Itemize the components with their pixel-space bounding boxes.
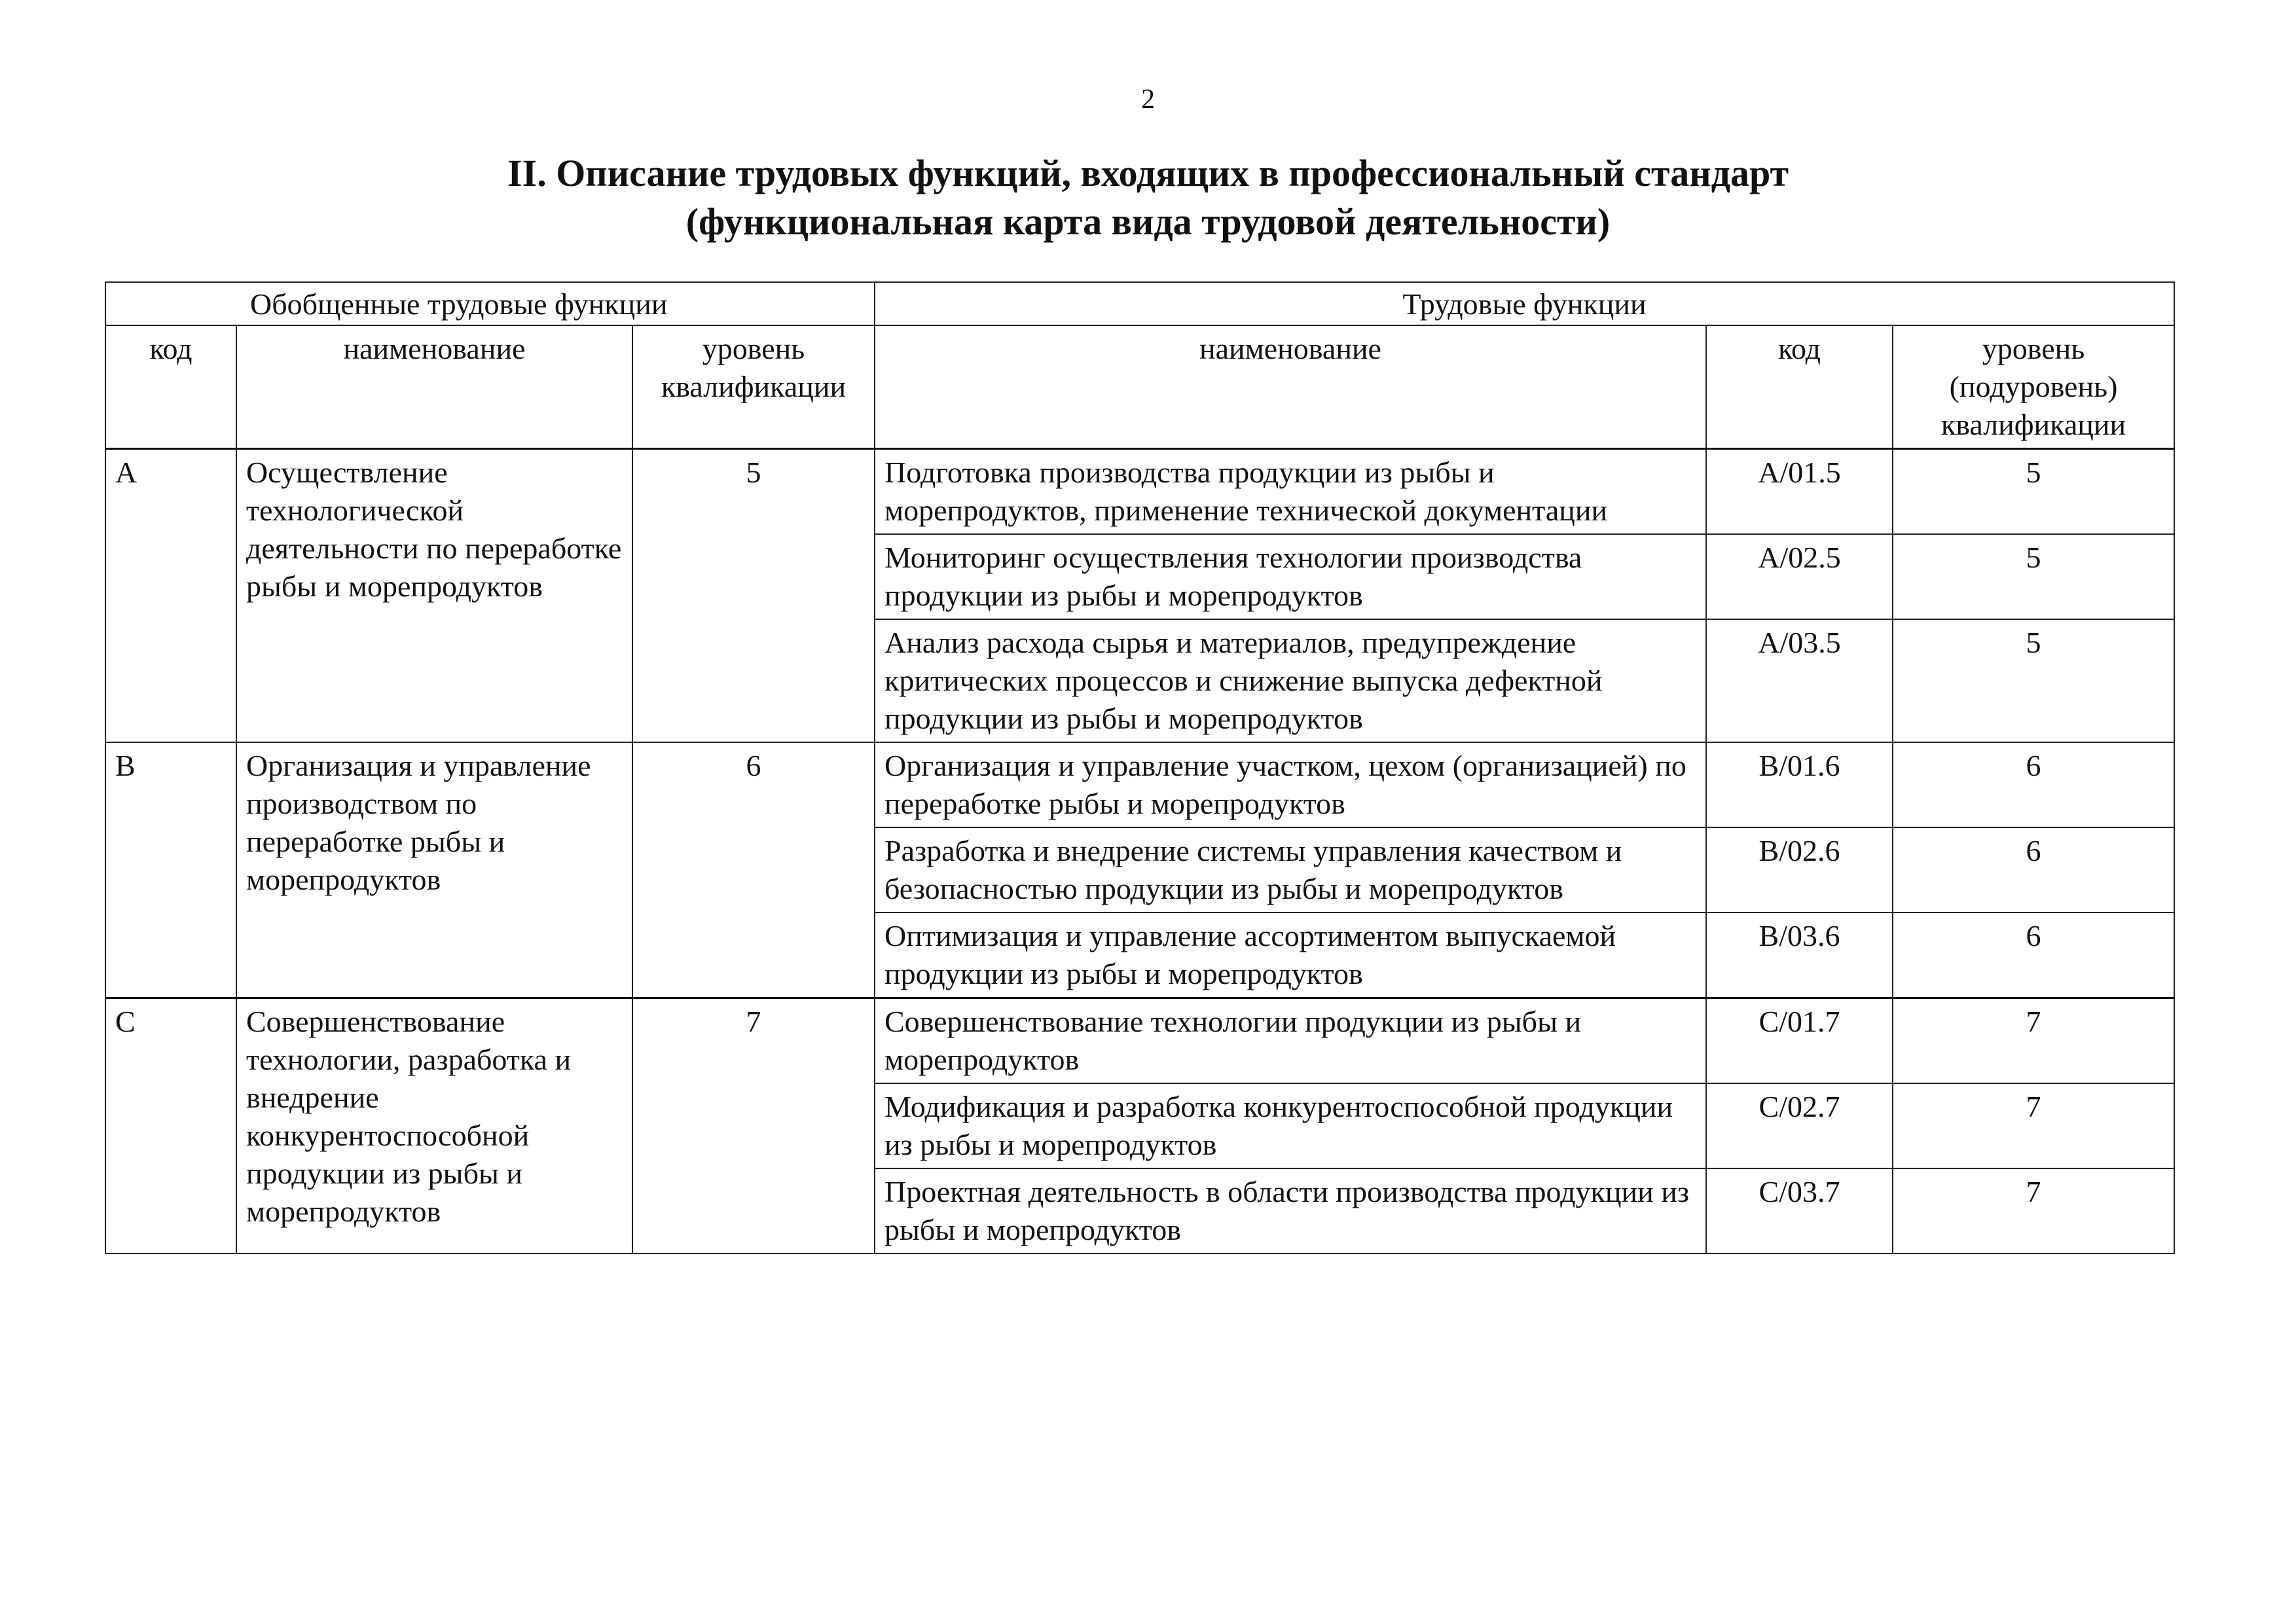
col-header-level: уровень квалификации: [632, 325, 875, 449]
labor-function-level: 6: [1893, 912, 2174, 998]
labor-function-level: 7: [1893, 1083, 2174, 1168]
labor-function-level: 7: [1893, 998, 2174, 1084]
generalized-function-name: Организация и управление производством по переработке рыбы и морепродуктов: [236, 742, 632, 998]
labor-function-level: 6: [1893, 827, 2174, 912]
generalized-functions-header: Обобщенные трудовые функции: [105, 282, 875, 325]
labor-function-level: 5: [1893, 619, 2174, 742]
title-line-1: II. Описание трудовых функций, входящих в профессиональный стандарт: [507, 152, 1789, 194]
col-header-tf-level: уровень (подуровень) квалификации: [1893, 325, 2174, 449]
labor-function-code: B/03.6: [1706, 912, 1893, 998]
labor-function-code: C/01.7: [1706, 998, 1893, 1084]
generalized-function-code: A: [105, 449, 236, 743]
labor-function-level: 5: [1893, 449, 2174, 535]
labor-function-name: Анализ расхода сырья и материалов, предупреждение критических процессов и снижение выпуска дефектной продукции из рыбы и морепродуктов: [875, 619, 1706, 742]
labor-function-level: 5: [1893, 534, 2174, 619]
col-header-tf-name: наименование: [875, 325, 1706, 449]
title-line-2: (функциональная карта вида трудовой деятельности): [685, 200, 1611, 243]
labor-function-name: Совершенствование технологии продукции из рыбы и морепродуктов: [875, 998, 1706, 1084]
col-header-name: наименование: [236, 325, 632, 449]
generalized-function-name: Совершенствование технологии, разработка и внедрение конкурентоспособной продукции из рыбы и морепродуктов: [236, 998, 632, 1254]
page-title: [0, 149, 2296, 246]
labor-function-name: Модификация и разработка конкурентоспособной продукции из рыбы и морепродуктов: [875, 1083, 1706, 1168]
table-row: [105, 998, 2174, 1084]
labor-function-name: Проектная деятельность в области производства продукции из рыбы и морепродуктов: [875, 1168, 1706, 1254]
labor-function-code: A/02.5: [1706, 534, 1893, 619]
col-header-code: код: [105, 325, 236, 449]
column-header-row: [105, 325, 2174, 449]
labor-function-code: C/03.7: [1706, 1168, 1893, 1254]
labor-function-name: Мониторинг осуществления технологии производства продукции из рыбы и морепродуктов: [875, 534, 1706, 619]
labor-functions-header: Трудовые функции: [875, 282, 2174, 325]
table-row: [105, 449, 2174, 535]
generalized-function-level: 5: [632, 449, 875, 743]
group-header-row: [105, 282, 2174, 325]
labor-function-code: B/02.6: [1706, 827, 1893, 912]
table-row: [105, 742, 2174, 827]
labor-function-name: Организация и управление участком, цехом (организацией) по переработке рыбы и морепродуктов: [875, 742, 1706, 827]
labor-function-name: Подготовка производства продукции из рыбы и морепродуктов, применение технической документации: [875, 449, 1706, 535]
generalized-function-name: Осуществление технологической деятельности по переработке рыбы и морепродуктов: [236, 449, 632, 743]
functional-map-table: [105, 281, 2175, 1254]
generalized-function-level: 6: [632, 742, 875, 998]
labor-function-level: 7: [1893, 1168, 2174, 1254]
generalized-function-code: B: [105, 742, 236, 998]
labor-function-name: Разработка и внедрение системы управления качеством и безопасностью продукции из рыбы и морепродуктов: [875, 827, 1706, 912]
page-number: 2: [1141, 84, 1155, 115]
col-header-tf-code: код: [1706, 325, 1893, 449]
labor-function-code: C/02.7: [1706, 1083, 1893, 1168]
generalized-function-level: 7: [632, 998, 875, 1254]
generalized-function-code: C: [105, 998, 236, 1254]
labor-function-level: 6: [1893, 742, 2174, 827]
labor-function-code: B/01.6: [1706, 742, 1893, 827]
labor-function-name: Оптимизация и управление ассортиментом выпускаемой продукции из рыбы и морепродуктов: [875, 912, 1706, 998]
labor-function-code: A/01.5: [1706, 449, 1893, 535]
labor-function-code: A/03.5: [1706, 619, 1893, 742]
